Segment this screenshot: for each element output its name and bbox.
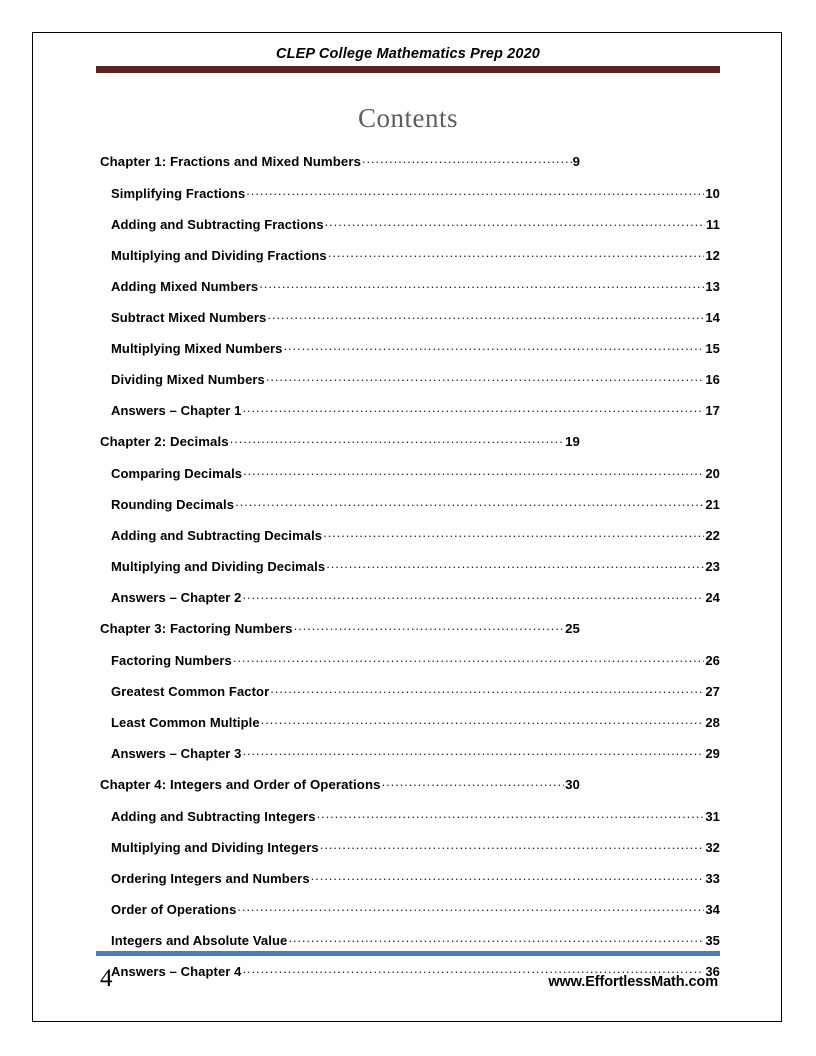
toc-entry-label: Dividing Mixed Numbers (111, 372, 265, 387)
toc-entry-label: Chapter 1: Fractions and Mixed Numbers (100, 154, 362, 170)
toc-page-number: 14 (705, 310, 720, 325)
toc-chapter-entry[interactable] (96, 153, 580, 185)
dot-leader (259, 278, 704, 291)
toc-page-number: 32 (705, 840, 720, 855)
toc-entry-label: Multiplying and Dividing Integers (111, 840, 319, 855)
dot-leader (230, 433, 564, 446)
toc-entry-label: Greatest Common Factor (111, 684, 270, 699)
dot-leader (288, 932, 704, 945)
toc-sub-entry[interactable] (96, 683, 720, 714)
toc-page-number: 21 (705, 497, 720, 512)
toc-sub-entry[interactable] (96, 402, 720, 433)
toc-entry-label: Integers and Absolute Value (111, 933, 288, 948)
toc-page-number: 28 (705, 715, 720, 730)
toc-page-number: 26 (705, 653, 720, 668)
dot-leader (243, 589, 705, 602)
toc-page-number: 24 (705, 590, 720, 605)
toc-entry-label: Multiplying and Dividing Fractions (111, 248, 327, 263)
toc-entry-label: Adding and Subtracting Fractions (111, 217, 324, 232)
dot-leader (243, 465, 704, 478)
toc-entry-label: Simplifying Fractions (111, 186, 246, 201)
toc-entry-label: Chapter 4: Integers and Order of Operations (100, 777, 381, 793)
dot-leader (243, 745, 705, 758)
dot-leader (382, 776, 565, 789)
toc-page-number: 11 (706, 217, 720, 232)
dot-leader (261, 714, 705, 727)
toc-sub-entry[interactable] (96, 870, 720, 901)
footer-page-number: 4 (100, 965, 113, 992)
toc-entry-label: Answers – Chapter 3 (111, 746, 242, 761)
toc-entry-label: Adding and Subtracting Integers (111, 809, 316, 824)
dot-leader (237, 901, 704, 914)
toc-sub-entry[interactable] (96, 714, 720, 745)
toc-page-number: 10 (705, 186, 720, 201)
toc-entry-label: Answers – Chapter 2 (111, 590, 242, 605)
dot-leader (317, 808, 705, 821)
toc-page-number: 9 (572, 154, 580, 170)
dot-leader (320, 839, 705, 852)
toc-entry-label: Chapter 3: Factoring Numbers (100, 621, 293, 637)
dot-leader (267, 309, 704, 322)
toc-sub-entry[interactable] (96, 465, 720, 496)
dot-leader (323, 527, 704, 540)
toc-page-number: 29 (705, 746, 720, 761)
toc-entry-label: Order of Operations (111, 902, 237, 917)
toc-page-number: 16 (705, 372, 720, 387)
toc-sub-entry[interactable] (96, 216, 720, 247)
footer-website: www.EffortlessMath.com (548, 974, 718, 990)
page-footer (96, 951, 720, 993)
toc-sub-entry[interactable] (96, 496, 720, 527)
toc-entry-label: Ordering Integers and Numbers (111, 871, 310, 886)
book-title: CLEP College Mathematics Prep 2020 (275, 46, 541, 62)
toc-entry-label: Answers – Chapter 4 (111, 964, 242, 979)
toc-entry-label: Chapter 2: Decimals (100, 434, 229, 450)
toc-page-number: 30 (565, 777, 580, 793)
toc-sub-entry[interactable] (96, 839, 720, 870)
page-title: Contents (357, 103, 458, 133)
toc-page-number: 22 (705, 528, 720, 543)
toc-entry-label: Subtract Mixed Numbers (111, 310, 267, 325)
toc-page-number: 31 (705, 809, 720, 824)
toc-sub-entry[interactable] (96, 558, 720, 589)
toc-entry-label: Factoring Numbers (111, 653, 232, 668)
toc-chapter-entry[interactable] (96, 776, 580, 808)
toc-page-number: 20 (705, 466, 720, 481)
toc-entry-label: Comparing Decimals (111, 466, 243, 481)
toc-entry-label: Multiplying Mixed Numbers (111, 341, 283, 356)
toc-chapter-entry[interactable] (96, 620, 580, 652)
footer-rule (96, 951, 720, 956)
table-of-contents (96, 153, 720, 994)
toc-page-number: 34 (705, 902, 720, 917)
dot-leader (311, 870, 705, 883)
toc-sub-entry[interactable] (96, 371, 720, 402)
toc-page-number: 12 (705, 248, 720, 263)
toc-sub-entry[interactable] (96, 185, 720, 216)
toc-sub-entry[interactable] (96, 901, 720, 932)
toc-page-number: 36 (705, 964, 720, 979)
toc-sub-entry[interactable] (96, 278, 720, 309)
dot-leader (284, 340, 705, 353)
toc-sub-entry[interactable] (96, 340, 720, 371)
dot-leader (294, 620, 565, 633)
running-header (96, 45, 720, 73)
toc-page-number: 19 (565, 434, 580, 450)
toc-page-number: 25 (565, 621, 580, 637)
dot-leader (233, 652, 704, 665)
toc-entry-label: Rounding Decimals (111, 497, 235, 512)
toc-sub-entry[interactable] (96, 808, 720, 839)
toc-page-number: 35 (705, 933, 720, 948)
dot-leader (325, 216, 705, 229)
page-frame (32, 32, 782, 1022)
toc-page-number: 23 (705, 559, 720, 574)
toc-sub-entry[interactable] (96, 652, 720, 683)
toc-page-number: 33 (705, 871, 720, 886)
toc-entry-label: Adding and Subtracting Decimals (111, 528, 323, 543)
dot-leader (362, 153, 572, 166)
toc-sub-entry[interactable] (96, 527, 720, 558)
toc-chapter-entry[interactable] (96, 433, 580, 465)
toc-entry-label: Adding Mixed Numbers (111, 279, 259, 294)
toc-sub-entry[interactable] (96, 247, 720, 278)
dot-leader (328, 247, 705, 260)
dot-leader (326, 558, 704, 571)
dot-leader (243, 402, 705, 415)
toc-page-number: 17 (705, 403, 720, 418)
toc-sub-entry[interactable] (96, 745, 720, 776)
toc-entry-label: Least Common Multiple (111, 715, 260, 730)
dot-leader (266, 371, 704, 384)
toc-sub-entry[interactable] (96, 589, 720, 620)
toc-entry-label: Answers – Chapter 1 (111, 403, 242, 418)
toc-page-number: 13 (705, 279, 720, 294)
header-rule (96, 66, 720, 73)
dot-leader (270, 683, 704, 696)
toc-page-number: 27 (705, 684, 720, 699)
dot-leader (235, 496, 704, 509)
toc-page-number: 15 (705, 341, 720, 356)
toc-sub-entry[interactable] (96, 309, 720, 340)
toc-entry-label: Multiplying and Dividing Decimals (111, 559, 326, 574)
dot-leader (246, 185, 704, 198)
